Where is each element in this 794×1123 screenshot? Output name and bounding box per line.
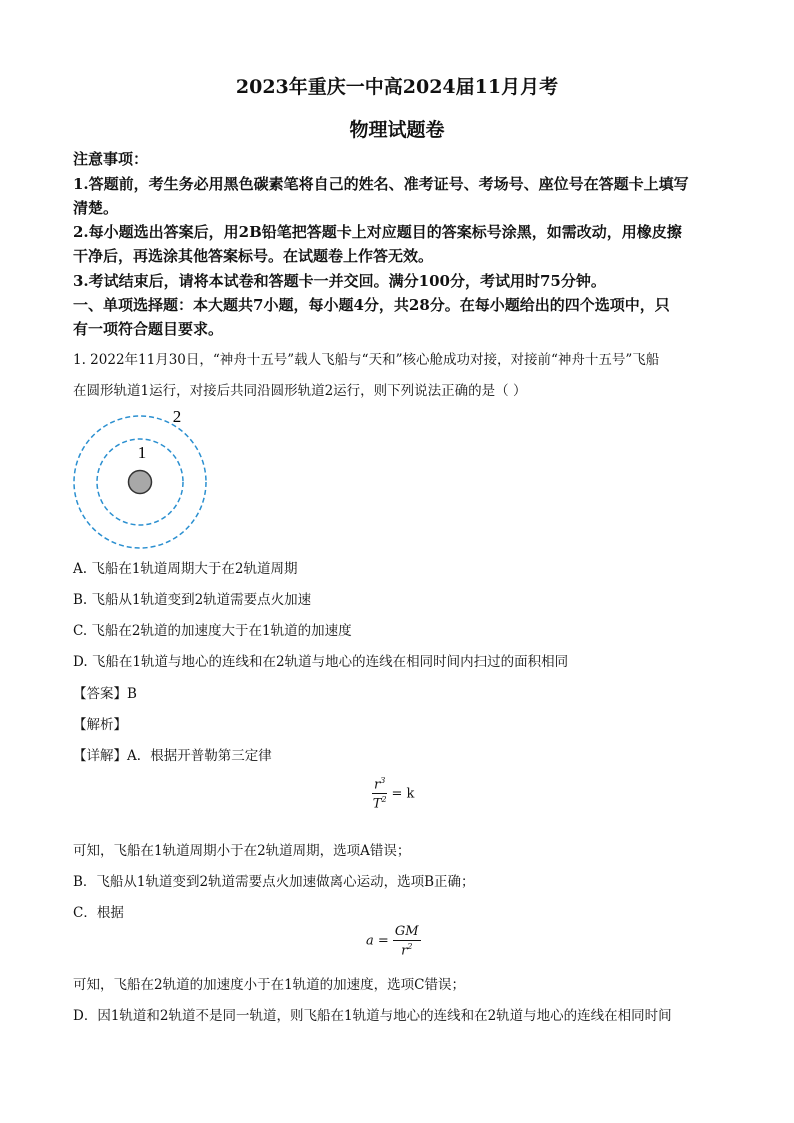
formula-kepler-num-exp: 3	[380, 776, 386, 785]
notes-item-1-line-1: 1.答题前，考生务必用黑色碳素笔将自己的姓名、准考证号、考场号、座位号在答题卡上填写	[73, 175, 689, 193]
orbit-2-label: 2	[172, 407, 182, 426]
page-subtitle: 物理试题卷	[349, 119, 445, 141]
formula-kepler-fraction	[372, 776, 387, 812]
option-b: B. 飞船从1轨道变到2轨道需要点火加速	[73, 592, 312, 608]
formula-acceleration-num: GM	[394, 924, 419, 939]
analysis-heading: 【解析】	[73, 717, 127, 733]
after-formula-2: 可知，飞船在2轨道的加速度小于在1轨道的加速度，选项C错误；	[73, 977, 466, 993]
after-formula-1: 可知，飞船在1轨道周期小于在2轨道周期，选项A错误；	[73, 843, 411, 859]
formula-kepler-num: r	[374, 777, 381, 793]
option-d: D. 飞船在1轨道与地心的连线和在2轨道与地心的连线在相同时间内扫过的面积相同	[73, 654, 569, 670]
formula-acceleration-den-exp: 2	[407, 942, 413, 951]
formula-acceleration-fraction	[393, 924, 421, 958]
formula-acceleration-den: r	[401, 943, 408, 959]
notes-item-2-line-1: 2.每小题选出答案后，用2B铅笔把答题卡上对应题目的答案标号涂黑，如需改动，用橡皮擦	[73, 223, 682, 241]
detail-d: D．因1轨道和2轨道不是同一轨道，则飞船在1轨道与地心的连线和在2轨道与地心的连线在相同时间	[73, 1008, 672, 1024]
page-title: 2023年重庆一中高2024届11月月考	[235, 76, 559, 98]
formula-kepler-den: T	[372, 796, 382, 812]
formula-kepler	[372, 776, 414, 812]
formula-acceleration-lhs: a =	[366, 933, 389, 949]
detail-a: 【详解】A．根据开普勒第三定律	[73, 748, 272, 764]
formula-kepler-den-exp: 2	[381, 795, 387, 805]
formula-acceleration	[366, 924, 421, 958]
question-1-stem-line-2: 在圆形轨道1运行，对接后共同沿圆形轨道2运行，则下列说法正确的是（ ）	[73, 383, 527, 399]
notes-item-3: 3.考试结束后，请将本试卷和答题卡一并交回。满分100分，考试用时75分钟。	[73, 272, 606, 290]
orbit-1-label: 1	[137, 443, 147, 462]
notes-item-2-line-2: 干净后，再选涂其他答案标号。在试题卷上作答无效。	[73, 247, 434, 265]
notes-heading: 注意事项：	[73, 150, 149, 168]
detail-b: B．飞船从1轨道变到2轨道需要点火加速做离心运动，选项B正确；	[73, 874, 475, 890]
answer: 【答案】B	[73, 686, 137, 702]
orbit-diagram	[70, 402, 215, 552]
option-c: C. 飞船在2轨道的加速度大于在1轨道的加速度	[73, 623, 352, 639]
question-1-stem-line-1: 1. 2022年11月30日，“神舟十五号”载人飞船与“天和”核心舱成功对接，对接前“神舟十五号”飞船	[73, 352, 660, 368]
detail-c: C．根据	[73, 905, 124, 921]
earth-circle	[129, 471, 152, 494]
section-heading-line-2: 有一项符合题目要求。	[73, 320, 224, 338]
formula-kepler-rhs: = k	[391, 786, 415, 802]
section-heading-line-1: 一、单项选择题：本大题共7小题，每小题4分，共28分。在每小题给出的四个选项中，只	[73, 296, 670, 314]
notes-item-1-line-2: 清楚。	[73, 199, 119, 217]
option-a: A. 飞船在1轨道周期大于在2轨道周期	[73, 561, 298, 577]
